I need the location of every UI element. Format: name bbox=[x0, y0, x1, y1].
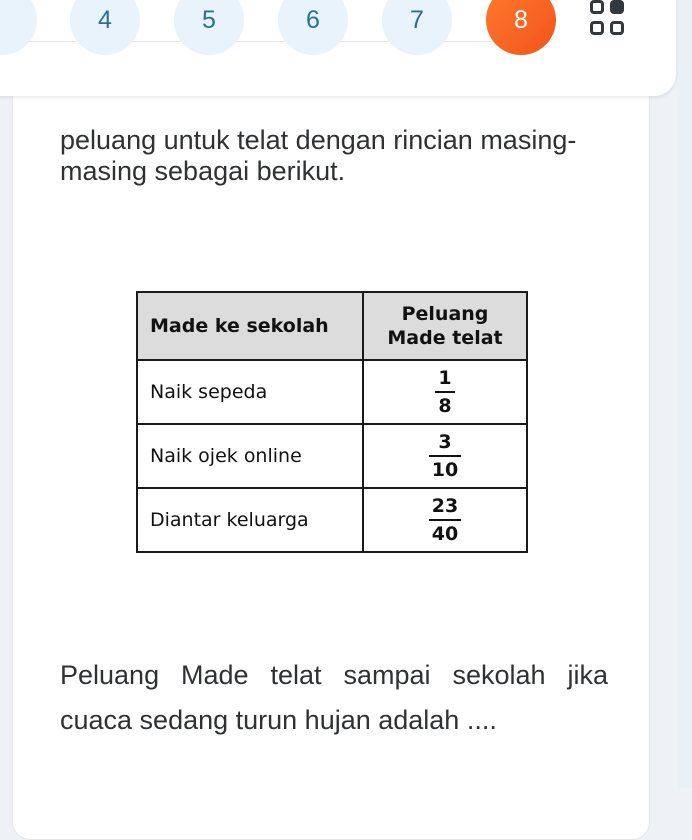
fraction-numerator: 3 bbox=[438, 431, 452, 453]
grid-cell-icon bbox=[610, 21, 624, 35]
question-intro-text: peluang untuk telat dengan rincian masing-masing sebagai berikut. bbox=[60, 125, 577, 186]
fraction bbox=[429, 431, 461, 481]
table-cell-probability bbox=[363, 488, 527, 552]
table-row bbox=[137, 360, 527, 424]
fraction bbox=[429, 495, 461, 545]
fraction-numerator: 23 bbox=[431, 495, 459, 517]
question-number-button[interactable]: 4 bbox=[70, 0, 140, 55]
table-cell-transport: Naik ojek online bbox=[137, 424, 363, 488]
table-row bbox=[137, 488, 527, 552]
grid-view-icon[interactable] bbox=[590, 0, 634, 40]
table-row bbox=[137, 424, 527, 488]
table-header-probability-label: Peluang Made telat bbox=[387, 303, 503, 349]
question-number-button[interactable]: 7 bbox=[382, 0, 452, 55]
question-number-button[interactable]: 6 bbox=[278, 0, 348, 55]
question-number-button[interactable]: 5 bbox=[174, 0, 244, 55]
fraction-denominator: 40 bbox=[429, 519, 461, 545]
question-number-3-partial[interactable] bbox=[0, 0, 37, 55]
question-number-button-active[interactable]: 8 bbox=[486, 0, 556, 55]
table-header-row bbox=[137, 292, 527, 360]
question-card bbox=[12, 40, 650, 840]
right-edge-strip bbox=[678, 0, 692, 788]
table-cell-transport: Diantar keluarga bbox=[137, 488, 363, 552]
fraction bbox=[435, 367, 454, 417]
grid-cell-filled-icon bbox=[610, 0, 624, 14]
table-cell-probability bbox=[363, 424, 527, 488]
table-header-transport: Made ke sekolah bbox=[137, 292, 363, 360]
question-number-strip bbox=[0, 0, 678, 70]
table-header-probability bbox=[363, 292, 527, 360]
fraction-denominator: 8 bbox=[435, 391, 454, 417]
table-cell-transport: Naik sepeda bbox=[137, 360, 363, 424]
fraction-denominator: 10 bbox=[429, 455, 461, 481]
grid-cell-icon bbox=[590, 21, 604, 35]
table-cell-probability bbox=[363, 360, 527, 424]
question-prompt-text: Peluang Made telat sampai sekolah jika cuaca sedang turun hujan adalah .... bbox=[60, 660, 608, 735]
probability-table bbox=[136, 291, 528, 553]
grid-cell-icon bbox=[590, 0, 604, 14]
fraction-numerator: 1 bbox=[438, 367, 452, 389]
